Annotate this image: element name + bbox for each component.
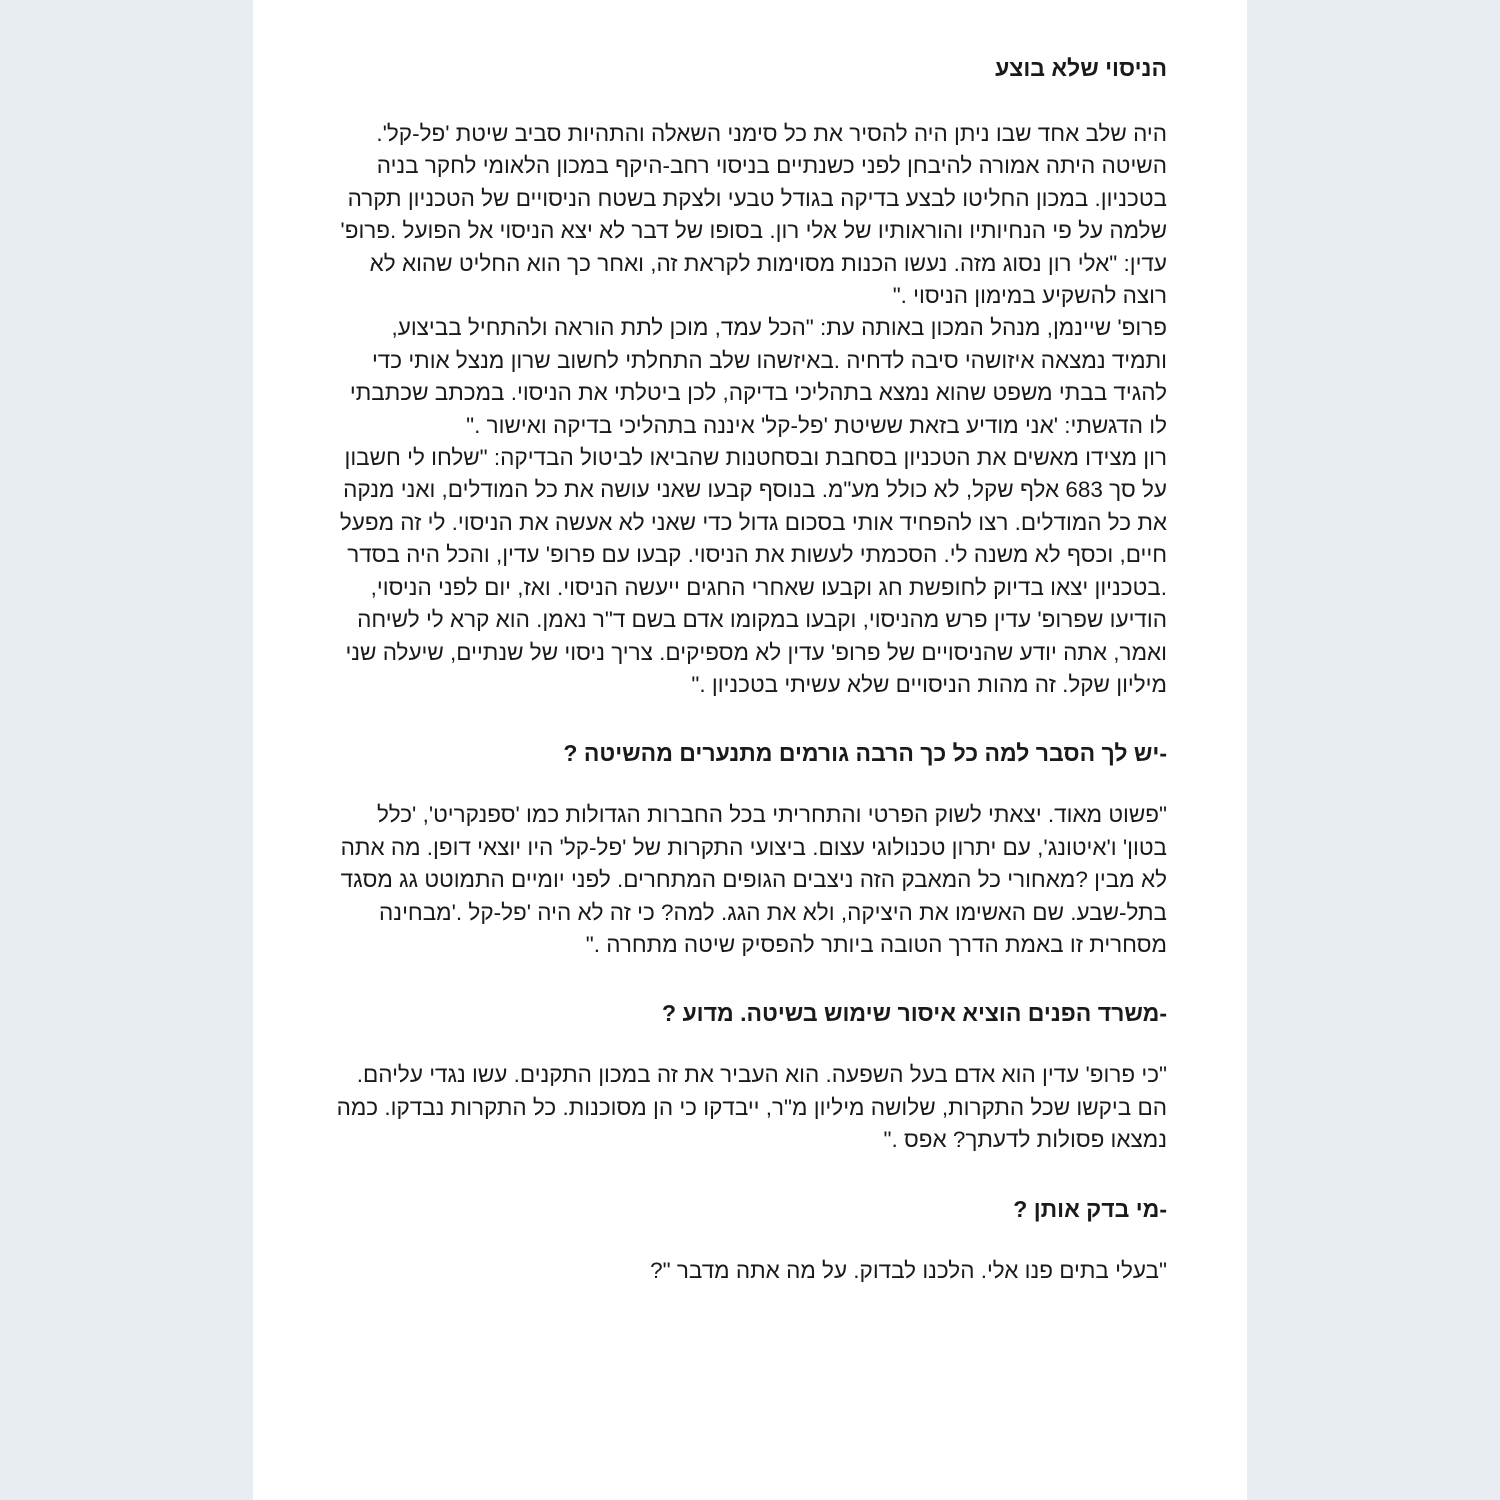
paragraph-ron: רון מצידו מאשים את הטכניון בסחבת ובסחטנות שהביאו לביטול הבדיקה: "שלחו לי חשבון על סך 683 אלף שקל, לא כולל מע"מ. בנוסף קבעו שאני עושה את כל המודלים, ואני מנקה את כל המודלים. רצו להפחיד אותי בסכום גדול כדי שאני לא אעשה את הניסוי. לי זה מפעל חיים, וכסף לא משנה לי. הסכמתי לעשות את הניסוי. קבעו עם פרופ' עדין, והכל היה בסדר .בטכניון יצאו בדיוק לחופשת חג וקבעו שאחרי החגים ייעשה הניסוי. ואז, יום לפני הניסוי, הודיעו שפרופ' עדין פרש מהניסוי, וקבעו במקומו אדם בשם ד"ר נאמן. הוא קרא לי לשיחה ואמר, אתה יודע שהניסויים של פרופ' עדין לא מספיקים. צריך ניסוי של שנתיים, שיעלה שני מיליון שקל. זה מהות הניסויים שלא עשיתי בטכניון ." xyxy=(339,445,1167,697)
document-title: הניסוי שלא בוצע xyxy=(995,55,1167,81)
document-page xyxy=(253,0,1247,1500)
paragraph-intro: היה שלב אחד שבו ניתן היה להסיר את כל סימני השאלה והתהיות סביב שיטת 'פל-קל'. השיטה היתה אמורה להיבחן לפני כשנתיים בניסוי רחב-היקף במכון הלאומי לחקר בניה בטכניון. במכון החליטו לבצע בדיקה בגודל טבעי ולצקת בשטח הניסויים של הטכניון תקרה שלמה על פי הנחיותיו והוראותיו של אלי רון. בסופו של דבר לא יצא הניסוי אל הפועל .פרופ' עדין: "אלי רון נסוג מזה. נעשו הכנות מסוימות לקראת זה, ואחר כך הוא החליט שהוא לא רוצה להשקיע במימון הניסוי ." xyxy=(340,121,1167,309)
question-2: -משרד הפנים הוציא איסור שימוש בשיטה. מדוע ? xyxy=(662,1000,1167,1027)
paragraph-shainman: פרופ' שיינמן, מנהל המכון באותה עת: "הכל עמד, מוכן לתת הוראה ולהתחיל בביצוע, ותמיד נמצאה איזושהי סיבה לדחיה .באיזשהו שלב התחלתי לחשוב שרון מנצל אותי כדי להגיד בבתי משפט שהוא נמצא בתהליכי בדיקה, לכן ביטלתי את הניסוי. במכתב שכתבתי לו הדגשתי: 'אני מודיע בזאת ששיטת 'פל-קל' איננה בתהליכי בדיקה ואישור ." xyxy=(349,315,1167,438)
question-3: -מי בדק אותן ? xyxy=(1013,1195,1167,1222)
answer-3: "בעלי בתים פנו אלי. הלכנו לבדוק. על מה אתה מדבר "? xyxy=(650,1257,1167,1283)
question-1: -יש לך הסבר למה כל כך הרבה גורמים מתנערים מהשיטה ? xyxy=(563,740,1167,767)
document-content xyxy=(333,52,1167,1287)
answer-2: "כי פרופ' עדין הוא אדם בעל השפעה. הוא העביר את זה במכון התקנים. עשו נגדי עליהם. הם ביקשו שכל התקרות, שלושה מיליון מ"ר, ייבדקו כי הן מסוכנות. כל התקרות נבדקו. כמה נמצאו פסולות לדעתך? אפס ." xyxy=(336,1062,1167,1153)
answer-1: "פשוט מאוד. יצאתי לשוק הפרטי והתחריתי בכל החברות הגדולות כמו 'ספנקריט', 'כלל בטון' ו'איטונג', עם יתרון טכנולוגי עצום. ביצועי התקרות של 'פל-קל' היו יוצאי דופן. מה אתה לא מבין ?מאחורי כל המאבק הזה ניצבים הגופים המתחרים. לפני יומיים התמוטט גג מסגד בתל-שבע. שם האשימו את היציקה, ולא את הגג. למה? כי זה לא היה 'פל-קל .'מבחינה מסחרית זו באמת הדרך הטובה ביותר להפסיק שיטה מתחרה ." xyxy=(340,802,1167,957)
